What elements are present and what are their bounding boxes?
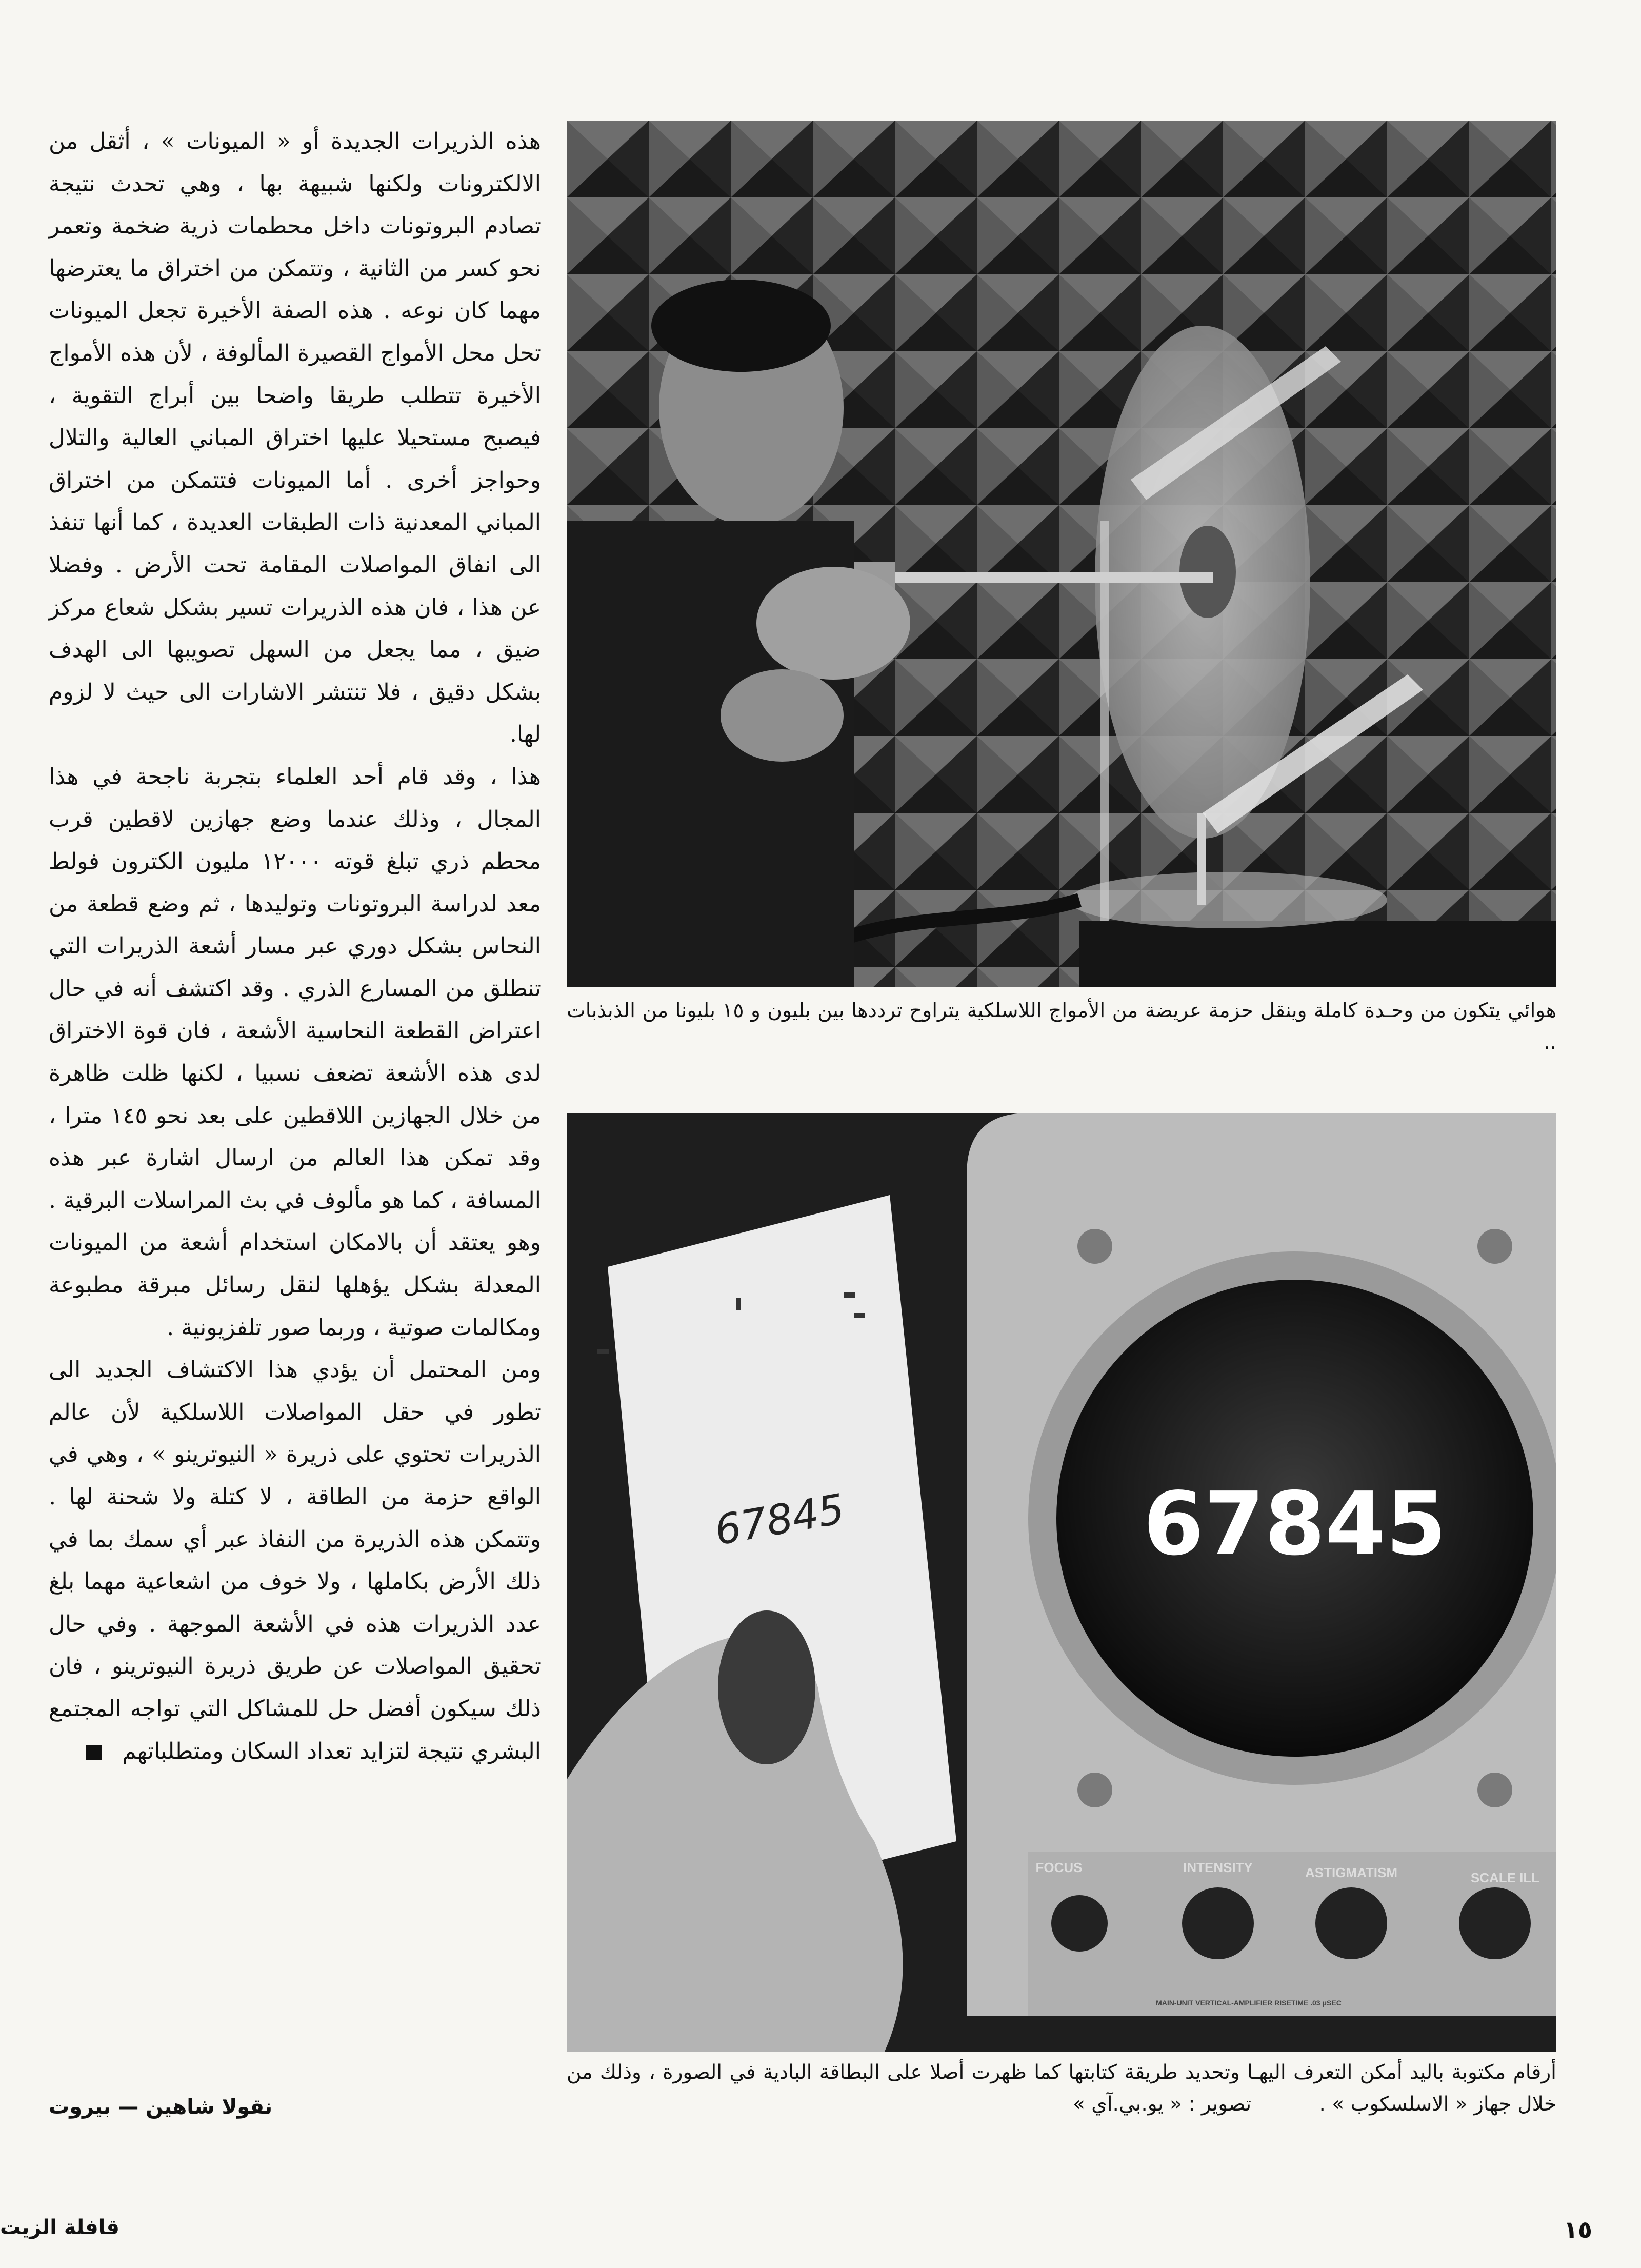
oscilloscope-photo: [567, 1113, 1556, 2052]
antenna-photo: [567, 121, 1556, 987]
article-body: [49, 121, 541, 1773]
oscilloscope-screen-number: 67845: [1143, 1474, 1447, 1575]
card-handwritten-number: 67845: [711, 1485, 848, 1555]
top-photo-caption: هوائي يتكون من وحـدة كاملة وينقل حزمة عريضة من الأمواج اللاسلكية يتراوح ترددها بين بليون و ١٥ بليونا من الذبذبات ..: [567, 999, 1557, 1054]
bottom-caption-text: أرقام مكتوبة باليد أمكن التعرف اليهـا وتحديد طريقة كتابتها كما ظهرت أصلا على البطاقة البادية في الصورة ، وذلك من خلال جهاز « الاسلسكوب » .: [567, 2061, 1556, 2116]
knob-label-scale-illum: SCALE ILL: [1470, 1870, 1540, 1885]
article-paragraph-text: ومن المحتمل أن يؤدي هذا الاكتشاف الجديد الى تطور في حقل المواصلات اللاسلكية لأن عالم الذريرات تحتوي على ذريرة « النيوترينو » ، وهي في الواقع حزمة من الطاقة ، لا كتلة ولا شحنة لها . وتتمكن هذه الذريرة من النفاذ عبر أي سمك بما في ذلك الأرض بكاملها ، ولا خوف من اشعاعية مهما بلغ عدد الذريرات هذه في الأشعة الموجهة . وفي حال تحقيق المواصلات عن طريق ذريرة النيوترينو ، فان ذلك سيكون أفضل حل للمشاكل التي تواجه المجتمع البشري نتيجة لتزايد تعداد السكان ومتطلباتهم: [49, 1357, 541, 1764]
end-of-article-mark: [86, 1745, 102, 1760]
article-paragraph: هذا ، وقد قام أحد العلماء بتجربة ناجحة في هذا المجال ، وذلك عندما وضع جهازين لاقطين قرب محطم ذري تبلغ قوته ١٢٠٠٠ مليون الكترون فولط معد لدراسة البروتونات وتوليدها ، ثم وضع قطعة من النحاس بشكل دوري عبر مسار أشعة الذريرات التي تنطلق من المسارع الذري . وقد اكتشف أنه في حال اعتراض القطعة النحاسية الأشعة ، فان قوة الاختراق لدى هذه الأشعة تضعف نسبيا ، لكنها ظلت ظاهرة من خلال الجهازين اللاقطين على بعد نحو ١٤٥ مترا ، وقد تمكن هذا العالم من ارسال اشارة عبر هذه المسافة ، كما هو مألوف في بث المراسلات البرقية . وهو يعتقد أن بالامكان استخدام أشعة من الميونات المعدلة بشكل يؤهلها لنقل رسائل مبرقة مطبوعة ومكالمات صوتية ، وربما صور تلفزيونية .: [49, 763, 542, 1341]
knob-label-astigmatism: ASTIGMATISM: [1305, 1865, 1398, 1880]
article-paragraph: هذه الذريرات الجديدة أو « الميونات » ، أثقل من الالكترونات ولكنها شبيهة بها ، وهي تحدث نتيجة تصادم البروتونات داخل محطمات ذرية ضخمة وتعمر نحو كسر من الثانية ، وتتمكن من اختراق ما يعترضها مهما كان نوعه . هذه الصفة الأخيرة تجعل الميونات تحل محل الأمواج القصيرة المألوفة ، لأن هذه الأمواج الأخيرة تتطلب طريقا واضحا بين أبراج التقوية ، فيصبح مستحيلا عليها اختراق المباني العالية والتلال وحواجز أخرى . أما الميونات فتتمكن من اختراق المباني المعدنية ذات الطبقات العديدة ، كما أنها تنفذ الى انفاق المواصلات المقامة تحت الأرض . وفضلا عن هذا ، فان هذه الذريرات تسير بشكل شعاع مركز ضيق ، مما يجعل من السهل تصويبها الى الهدف بشكل دقيق ، فلا تنتشر الاشارات الى حيث لا لزوم لها.: [49, 128, 541, 748]
knob-label-focus: FOCUS: [1035, 1860, 1083, 1875]
bottom-photo-caption: [567, 2057, 1556, 2120]
page-number: ١٥: [1563, 2216, 1592, 2243]
byline: نقولا شاهين — بيروت: [49, 2095, 273, 2119]
magazine-name: قافلة الزيت: [0, 2216, 119, 2239]
knob-label-intensity: INTENSITY: [1183, 1860, 1253, 1875]
article-paragraph: [49, 1349, 541, 1773]
photo-credit: تصوير : « يو.بي.آي »: [1072, 2093, 1252, 2116]
panel-label: MAIN-UNIT VERTICAL-AMPLIFIER RISETIME .03 μSEC: [1156, 1999, 1342, 2007]
